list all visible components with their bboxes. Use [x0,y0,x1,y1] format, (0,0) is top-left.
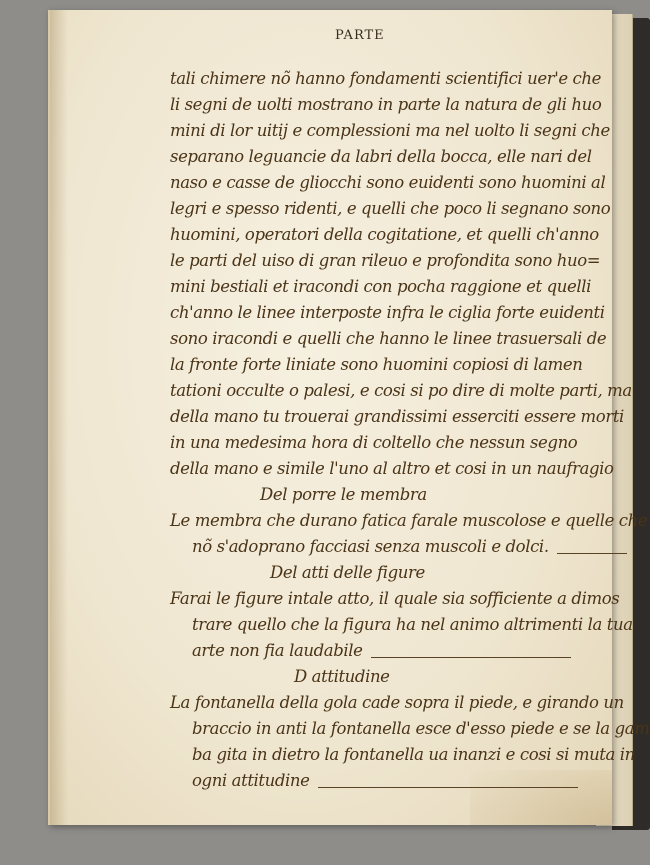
text-line [170,768,640,794]
text-line: mini bestiali et iracondi con pocha raggione et quelli [170,277,591,296]
text-line: Le membra che durano fatica farale muscolose e quelle che [170,511,648,530]
text-line: della mano e simile l'uno al altro et cosi in un naufragio [170,459,614,478]
text-line: tationi occulte o palesi, e cosi si po dire di molte parti, ma [170,381,632,400]
section-heading: D attitudine [294,667,390,686]
manuscript-page [48,10,650,825]
text-line: naso e casse de gliocchi sono euidenti sono huomini al [170,173,606,192]
line-filler-stroke [371,657,571,658]
line-filler-stroke [318,787,578,788]
section-heading: Del atti delle figure [270,563,425,582]
text-line: tali chimere nõ hanno fondamenti scientifici uer'e che [170,69,601,88]
running-head: PARTE [335,28,385,43]
text-line: La fontanella della gola cade sopra il piede, e girando un [170,693,624,712]
text-line: Farai le figure intale atto, il quale sia sofficiente a dimos [170,589,620,608]
text-line: sono iracondi e quelli che hanno le linee trasuersali de [170,329,607,348]
text-line: la fronte forte liniate sono huomini copiosi di lamen [170,355,583,374]
manuscript-text [170,66,650,794]
section-heading: Del porre le membra [260,485,427,504]
text-line-content: ogni attitudine [192,771,310,790]
text-line: huomini, operatori della cogitatione, et quelli ch'anno [170,225,599,244]
text-line: li segni de uolti mostrano in parte la natura de gli huo [170,95,602,114]
text-line: mini di lor uitij e complessioni ma nel uolto li segni che [170,121,610,140]
text-line: separano leguancie da labri della bocca, elle nari del [170,147,592,166]
gutter-shadow [50,10,68,825]
text-line: in una medesima hora di coltello che nessun segno [170,433,578,452]
text-line: ch'anno le linee interposte infra le ciglia forte euidenti [170,303,605,322]
line-filler-stroke [557,553,627,554]
text-line: braccio in anti la fontanella esce d'esso piede e se la gam [192,719,650,738]
text-line [170,534,640,560]
text-line: legri e spesso ridenti, e quelli che poco li segnano sono [170,199,611,218]
text-line: trare quello che la figura ha nel animo altrimenti la tua [192,615,633,634]
text-line: della mano tu trouerai grandissimi esserciti essere morti [170,407,624,426]
text-line-content: arte non fia laudabile [192,641,363,660]
text-line: le parti del uiso di gran rileuo e profondita sono huo= [170,251,601,270]
text-line [170,638,640,664]
text-line-content: nõ s'adoprano facciasi senza muscoli e dolci. [192,537,549,556]
text-line: ba gita in dietro la fontanella ua inanzi e cosi si muta in [192,745,635,764]
